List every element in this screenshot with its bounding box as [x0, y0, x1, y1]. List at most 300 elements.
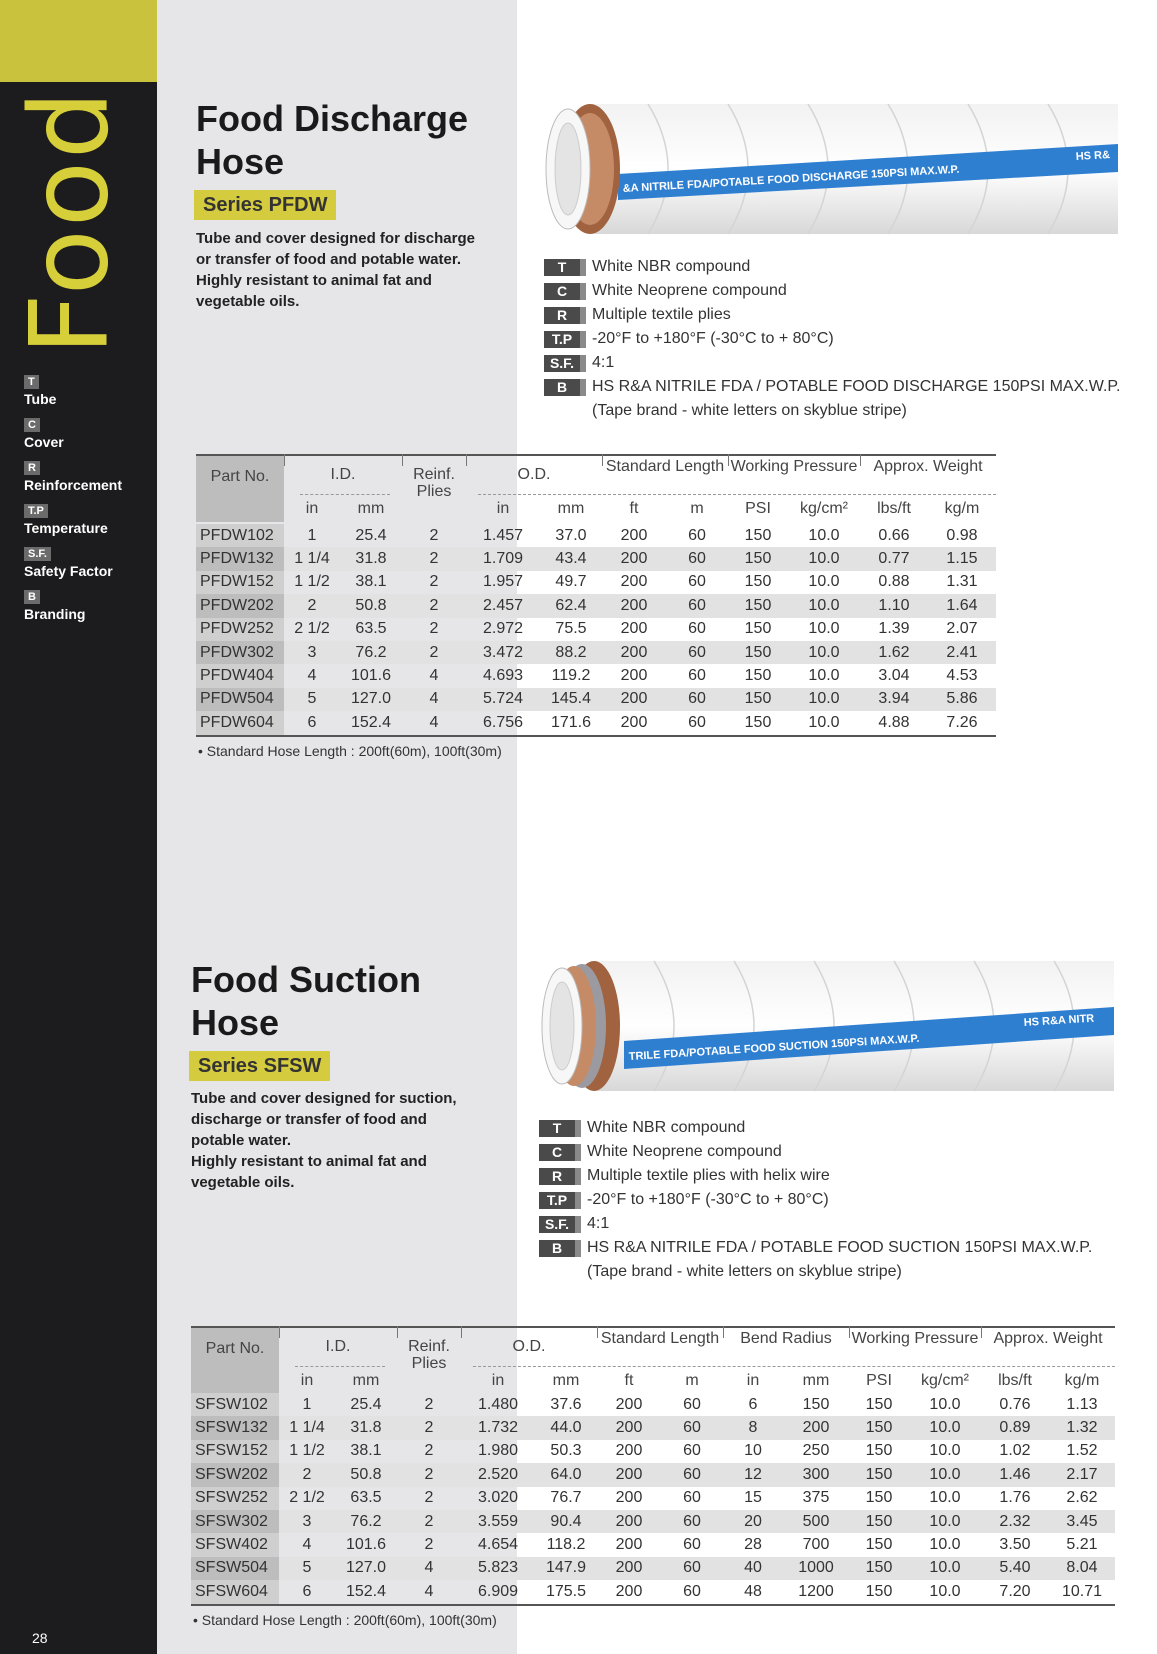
table-cell: 10.0	[909, 1463, 981, 1486]
spec-text: -20°F to +180°F (-30°C to + 80°C)	[592, 330, 834, 347]
table-cell: 44.0	[535, 1416, 597, 1439]
table-cell: 2.520	[461, 1463, 535, 1486]
table-cell: 76.2	[340, 641, 402, 664]
table-cell: 2	[402, 594, 466, 617]
part-number-cell: SFSW402	[191, 1533, 279, 1556]
spec-text: -20°F to +180°F (-30°C to + 80°C)	[587, 1191, 829, 1208]
spec-code: T	[544, 259, 586, 276]
table-cell: 2	[424, 1489, 434, 1507]
spec-branding-text: HS R&A NITRILE FDA / POTABLE FOOD SUCTION 150PSI MAX.W.P.	[587, 1239, 1093, 1256]
legend-item	[24, 372, 154, 407]
table-cell: 150	[865, 1536, 893, 1554]
table-cell: 5.21	[1066, 1536, 1098, 1554]
table-cell: 150	[728, 711, 788, 735]
suction-hose-print-end: HS R&A NITR	[1023, 1012, 1095, 1029]
table-cell: 1 1/4	[279, 1416, 335, 1439]
legend-code: T.P	[24, 504, 48, 518]
table-row	[191, 1510, 1115, 1533]
table-cell: 31.8	[335, 1416, 397, 1439]
spec-text	[592, 375, 1157, 423]
spec-branding-text: HS R&A NITRILE FDA / POTABLE FOOD DISCHARGE 150PSI MAX.W.P.	[592, 378, 1121, 395]
spec-text: White Neoprene compound	[587, 1143, 782, 1160]
table-cell: 2	[429, 526, 439, 544]
table-cell: 200	[602, 688, 666, 711]
legend-label: Tube	[24, 391, 57, 407]
table-cell: 127.0	[340, 688, 402, 711]
table-row	[196, 618, 996, 641]
table-row	[191, 1533, 1115, 1556]
header-id: I.D.	[325, 1338, 351, 1355]
unit-label: in	[300, 1372, 314, 1389]
table-cell: 10.0	[788, 711, 860, 735]
abbreviation-legend	[24, 372, 154, 630]
table-cell: 4	[302, 1536, 312, 1554]
table-cell: 62.4	[540, 594, 602, 617]
legend-code: C	[24, 418, 40, 432]
table-cell: 1.480	[477, 1395, 519, 1413]
unit-label: mm	[352, 1372, 380, 1389]
table-cell: 1000	[783, 1557, 849, 1580]
spec-code: C	[544, 283, 586, 300]
table-cell: 60	[666, 711, 728, 735]
table-cell: 2.457	[466, 594, 540, 617]
table-cell: 1.957	[482, 573, 524, 591]
table-row	[191, 1416, 1115, 1439]
spec-code: T.P	[539, 1192, 581, 1209]
page-number: 28	[32, 1630, 48, 1646]
table-row	[191, 1487, 1115, 1510]
table-cell: 60	[688, 573, 706, 591]
table-cell: 28	[744, 1536, 762, 1554]
table-cell: 60	[688, 667, 706, 685]
spec-code: C	[539, 1144, 581, 1161]
spec-code: S.F.	[544, 355, 586, 372]
table-cell: 150	[849, 1557, 909, 1580]
table-cell: 3	[279, 1510, 335, 1533]
table-cell: 2	[429, 620, 439, 638]
table-row	[191, 1463, 1115, 1486]
unit-label: lbs/ft	[877, 500, 911, 517]
part-number-cell: SFSW132	[191, 1416, 279, 1439]
table-cell: 5	[279, 1557, 335, 1580]
table-row	[196, 688, 996, 711]
table-cell: 4	[429, 667, 439, 685]
table-cell: 25.4	[350, 1395, 382, 1413]
part-number-cell: PFDW404	[196, 664, 284, 687]
table-cell: 0.89	[981, 1416, 1049, 1439]
legend-item	[24, 544, 154, 579]
part-number-cell: SFSW504	[191, 1557, 279, 1580]
table-cell: 1.980	[477, 1442, 519, 1460]
discharge-hose-print: &A NITRILE FDA/POTABLE FOOD DISCHARGE 150PSI MAX.W.P.	[622, 163, 960, 195]
table-cell: 1.39	[878, 620, 910, 638]
discharge-spec-list	[544, 255, 1157, 423]
spec-text: White NBR compound	[587, 1119, 746, 1136]
table-cell: 375	[802, 1489, 830, 1507]
legend-label: Cover	[24, 434, 64, 450]
table-row	[191, 1580, 1115, 1604]
discharge-spec-table	[196, 524, 996, 737]
unit-label: lbs/ft	[998, 1372, 1032, 1389]
table-cell: 1.709	[466, 547, 540, 570]
part-number-cell: PFDW252	[196, 618, 284, 641]
header-plies: Reinf. Plies	[408, 1338, 450, 1372]
table-cell: 2	[424, 1442, 434, 1460]
table-cell: 4	[402, 711, 466, 735]
table-cell: 88.2	[540, 641, 602, 664]
table-cell: 150	[744, 526, 772, 544]
table-cell: 500	[783, 1510, 849, 1533]
spec-text: White NBR compound	[592, 258, 751, 275]
table-cell: 200	[620, 667, 648, 685]
header-length: Standard Length	[605, 458, 725, 475]
header-plies: Reinf. Plies	[413, 466, 455, 500]
table-cell: 76.7	[550, 1489, 582, 1507]
table-cell: 5	[284, 688, 340, 711]
table-cell: 150	[849, 1510, 909, 1533]
table-cell: 2.32	[981, 1510, 1049, 1533]
table-cell: 0.98	[946, 526, 978, 544]
spec-row	[539, 1188, 1157, 1212]
table-cell: 5.40	[981, 1557, 1049, 1580]
discharge-series-badge: Series PFDW	[194, 190, 336, 220]
header-length: Standard Length	[600, 1330, 720, 1347]
table-cell: 150	[849, 1463, 909, 1486]
spec-row	[544, 375, 1157, 423]
table-cell: 150	[865, 1442, 893, 1460]
table-cell: 0.76	[999, 1395, 1031, 1413]
table-cell: 2	[279, 1463, 335, 1486]
table-cell: 200	[615, 1536, 643, 1554]
table-cell: 119.2	[551, 667, 591, 685]
part-number-cell: SFSW604	[191, 1580, 279, 1604]
table-cell: 2 1/2	[294, 620, 330, 638]
table-cell: 38.1	[355, 573, 387, 591]
table-cell: 25.4	[355, 526, 387, 544]
table-row	[191, 1557, 1115, 1580]
discharge-hose-image	[528, 96, 1128, 246]
table-cell: 2	[284, 594, 340, 617]
suction-hose-image	[524, 955, 1124, 1105]
part-number-cell: PFDW132	[196, 547, 284, 570]
table-cell: 31.8	[340, 547, 402, 570]
discharge-footnote: • Standard Hose Length : 200ft(60m), 100ft(30m)	[198, 743, 502, 759]
unit-label: mm	[802, 1372, 830, 1389]
table-cell: 60	[666, 547, 728, 570]
part-number-cell: PFDW152	[196, 571, 284, 594]
table-cell: 12	[723, 1463, 783, 1486]
spec-code: T.P	[544, 331, 586, 348]
table-cell: 60	[661, 1510, 723, 1533]
table-cell: 2.17	[1049, 1463, 1115, 1486]
header-weight: Approx. Weight	[993, 1330, 1103, 1347]
table-cell: 150	[744, 620, 772, 638]
legend-label: Temperature	[24, 520, 108, 536]
spec-text: White Neoprene compound	[592, 282, 787, 299]
table-cell: 10.0	[808, 620, 840, 638]
table-cell: 60	[661, 1416, 723, 1439]
legend-label: Safety Factor	[24, 563, 113, 579]
table-cell: 37.6	[550, 1395, 582, 1413]
part-number-cell: SFSW102	[191, 1393, 279, 1416]
spec-code: B	[544, 379, 586, 396]
table-cell: 60	[666, 688, 728, 711]
table-cell: 1.15	[928, 547, 996, 570]
part-number-cell: SFSW252	[191, 1487, 279, 1510]
discharge-description: Tube and cover designed for discharge or transfer of food and potable water. Highly resistant to animal fat and vegetable oils.	[196, 230, 475, 310]
table-cell: 0.66	[878, 526, 910, 544]
table-cell: 37.0	[555, 526, 587, 544]
discharge-table-header	[196, 454, 996, 524]
part-number-cell: PFDW302	[196, 641, 284, 664]
table-cell: 3	[284, 641, 340, 664]
table-cell: 118.2	[546, 1536, 586, 1554]
table-cell: 175.5	[535, 1580, 597, 1604]
table-cell: 145.4	[540, 688, 602, 711]
table-cell: 40	[723, 1557, 783, 1580]
table-cell: 50.8	[335, 1463, 397, 1486]
unit-label: in	[496, 500, 510, 517]
header-part-no: Part No.	[196, 456, 284, 522]
table-cell: 10.0	[929, 1442, 961, 1460]
table-cell: 60	[666, 641, 728, 664]
table-cell: 150	[849, 1580, 909, 1604]
table-cell: 4	[397, 1580, 461, 1604]
header-od: O.D.	[512, 1338, 546, 1355]
header-pressure: Working Pressure	[851, 1330, 979, 1347]
unit-label: m	[690, 500, 704, 517]
legend-item	[24, 587, 154, 622]
spec-code: R	[539, 1168, 581, 1185]
table-cell: 60	[661, 1557, 723, 1580]
table-cell: 10.0	[788, 547, 860, 570]
table-cell: 8.04	[1049, 1557, 1115, 1580]
spec-row	[544, 255, 1157, 279]
table-cell: 150	[802, 1395, 830, 1413]
table-cell: 3.94	[860, 688, 928, 711]
header-id: I.D.	[330, 466, 356, 483]
table-cell: 3.559	[461, 1510, 535, 1533]
table-cell: 8	[723, 1416, 783, 1439]
table-cell: 1.02	[999, 1442, 1031, 1460]
table-cell: 200	[602, 547, 666, 570]
table-cell: 200	[620, 573, 648, 591]
table-cell: 60	[666, 594, 728, 617]
table-cell: 4	[402, 688, 466, 711]
table-cell: 10.0	[909, 1416, 981, 1439]
table-cell: 200	[620, 620, 648, 638]
table-cell: 1.64	[928, 594, 996, 617]
legend-code: S.F.	[24, 547, 51, 561]
table-cell: 10	[744, 1442, 762, 1460]
suction-series-badge: Series SFSW	[189, 1051, 330, 1081]
table-cell: 60	[661, 1580, 723, 1604]
table-cell: 1 1/2	[289, 1442, 325, 1460]
table-cell: 2	[402, 641, 466, 664]
table-cell: 50.3	[550, 1442, 582, 1460]
table-cell: 1.10	[860, 594, 928, 617]
suction-title: Food Suction Hose	[191, 959, 421, 1043]
table-cell: 200	[783, 1416, 849, 1439]
category-label: Food	[7, 88, 133, 356]
table-cell: 150	[865, 1489, 893, 1507]
table-cell: 200	[597, 1580, 661, 1604]
sidebar-accent	[0, 0, 157, 82]
header-bend-radius: Bend Radius	[740, 1330, 832, 1347]
table-cell: 200	[620, 526, 648, 544]
table-cell: 5.86	[928, 688, 996, 711]
table-cell: 200	[597, 1463, 661, 1486]
spec-row	[539, 1140, 1157, 1164]
table-cell: 90.4	[535, 1510, 597, 1533]
table-cell: 6.756	[466, 711, 540, 735]
table-cell: 1.732	[461, 1416, 535, 1439]
table-cell: 10.0	[788, 688, 860, 711]
table-cell: 2.07	[946, 620, 978, 638]
spec-row	[539, 1236, 1157, 1284]
spec-row	[544, 279, 1157, 303]
table-cell: 150	[744, 667, 772, 685]
table-cell: 2	[424, 1395, 434, 1413]
table-cell: 10.0	[808, 667, 840, 685]
table-cell: 7.26	[928, 711, 996, 735]
spec-code: T	[539, 1120, 581, 1137]
spec-row	[539, 1212, 1157, 1236]
table-cell: 10.0	[929, 1395, 961, 1413]
table-cell: 1.62	[860, 641, 928, 664]
table-cell: 700	[802, 1536, 830, 1554]
table-cell: 60	[661, 1463, 723, 1486]
table-cell: 200	[602, 641, 666, 664]
table-cell: 2	[402, 547, 466, 570]
suction-description: Tube and cover designed for suction, discharge or transfer of food and potable water. Highly resistant to animal fat and vegetable oils.	[191, 1090, 457, 1191]
table-cell: 3.020	[477, 1489, 519, 1507]
legend-label: Branding	[24, 606, 86, 622]
table-cell: 150	[728, 641, 788, 664]
table-cell: 5.823	[461, 1557, 535, 1580]
table-cell: 250	[802, 1442, 830, 1460]
spec-code: B	[539, 1240, 581, 1257]
table-cell: 15	[744, 1489, 762, 1507]
table-cell: 60	[683, 1442, 701, 1460]
table-cell: 20	[723, 1510, 783, 1533]
table-row	[191, 1393, 1115, 1416]
legend-item	[24, 415, 154, 450]
table-cell: 6	[284, 711, 340, 735]
table-cell: 60	[683, 1536, 701, 1554]
spec-row	[539, 1164, 1157, 1188]
table-cell: 1.13	[1066, 1395, 1098, 1413]
spec-text	[587, 1236, 1157, 1284]
table-cell: 1.76	[999, 1489, 1031, 1507]
table-row	[196, 594, 996, 617]
spec-text: 4:1	[587, 1215, 610, 1232]
suction-spec-table	[191, 1393, 1115, 1606]
suction-footnote: • Standard Hose Length : 200ft(60m), 100ft(30m)	[193, 1612, 497, 1628]
part-number-cell: PFDW202	[196, 594, 284, 617]
table-row	[196, 711, 996, 735]
part-number-cell: PFDW504	[196, 688, 284, 711]
spec-code: R	[544, 307, 586, 324]
table-cell: 38.1	[350, 1442, 382, 1460]
unit-label: in	[305, 500, 319, 517]
table-cell: 4.88	[860, 711, 928, 735]
table-cell: 6.909	[461, 1580, 535, 1604]
table-cell: 1	[307, 526, 317, 544]
part-number-cell: SFSW152	[191, 1440, 279, 1463]
table-cell: 10.0	[929, 1489, 961, 1507]
table-cell: 1.46	[981, 1463, 1049, 1486]
unit-label: kg/m	[1064, 1372, 1100, 1389]
table-cell: 10.0	[909, 1510, 981, 1533]
table-cell: 150	[728, 547, 788, 570]
unit-label: PSI	[866, 1372, 892, 1389]
discharge-title: Food Discharge Hose	[196, 98, 469, 182]
suction-hose-print: TRILE FDA/POTABLE FOOD SUCTION 150PSI MAX.W.P.	[628, 1032, 920, 1063]
legend-label: Reinforcement	[24, 477, 123, 493]
suction-table-header	[191, 1326, 1115, 1396]
table-cell: 48	[723, 1580, 783, 1604]
table-cell: 5.724	[466, 688, 540, 711]
table-cell: 101.6	[350, 667, 392, 685]
table-cell: 6	[279, 1580, 335, 1604]
table-cell: 2.41	[928, 641, 996, 664]
unit-label: mm	[552, 1372, 580, 1389]
table-cell: 3.472	[466, 641, 540, 664]
table-row	[196, 664, 996, 687]
table-cell: 10.0	[909, 1580, 981, 1604]
table-cell: 43.4	[540, 547, 602, 570]
table-cell: 0.77	[860, 547, 928, 570]
spec-row	[544, 351, 1157, 375]
table-cell: 200	[615, 1442, 643, 1460]
legend-code: T	[24, 375, 39, 389]
table-cell: 150	[849, 1416, 909, 1439]
unit-label: ft	[629, 500, 639, 517]
table-cell: 127.0	[335, 1557, 397, 1580]
unit-label: mm	[557, 500, 585, 517]
table-cell: 200	[615, 1489, 643, 1507]
table-cell: 10.0	[788, 641, 860, 664]
table-cell: 1200	[783, 1580, 849, 1604]
spec-text: 4:1	[592, 354, 615, 371]
header-part-no: Part No.	[191, 1328, 279, 1394]
unit-label: PSI	[745, 500, 771, 517]
table-cell: 60	[683, 1489, 701, 1507]
table-cell: 4	[307, 667, 317, 685]
table-cell: 76.2	[335, 1510, 397, 1533]
table-cell: 150	[728, 688, 788, 711]
table-cell: 3.50	[999, 1536, 1031, 1554]
spec-text: Multiple textile plies with helix wire	[587, 1167, 830, 1184]
table-cell: 200	[615, 1395, 643, 1413]
discharge-hose-print-end: HS R&	[1075, 149, 1111, 163]
table-cell: 200	[602, 711, 666, 735]
table-cell: 10.0	[929, 1536, 961, 1554]
table-cell: 1.32	[1049, 1416, 1115, 1439]
table-cell: 4.693	[482, 667, 524, 685]
table-cell: 150	[744, 573, 772, 591]
table-cell: 60	[688, 526, 706, 544]
table-cell: 2	[397, 1463, 461, 1486]
table-cell: 200	[597, 1557, 661, 1580]
unit-label: m	[685, 1372, 699, 1389]
sidebar	[0, 0, 157, 1654]
unit-label: in	[491, 1372, 505, 1389]
table-cell: 6	[748, 1395, 758, 1413]
legend-item	[24, 501, 154, 536]
table-row	[196, 547, 996, 570]
